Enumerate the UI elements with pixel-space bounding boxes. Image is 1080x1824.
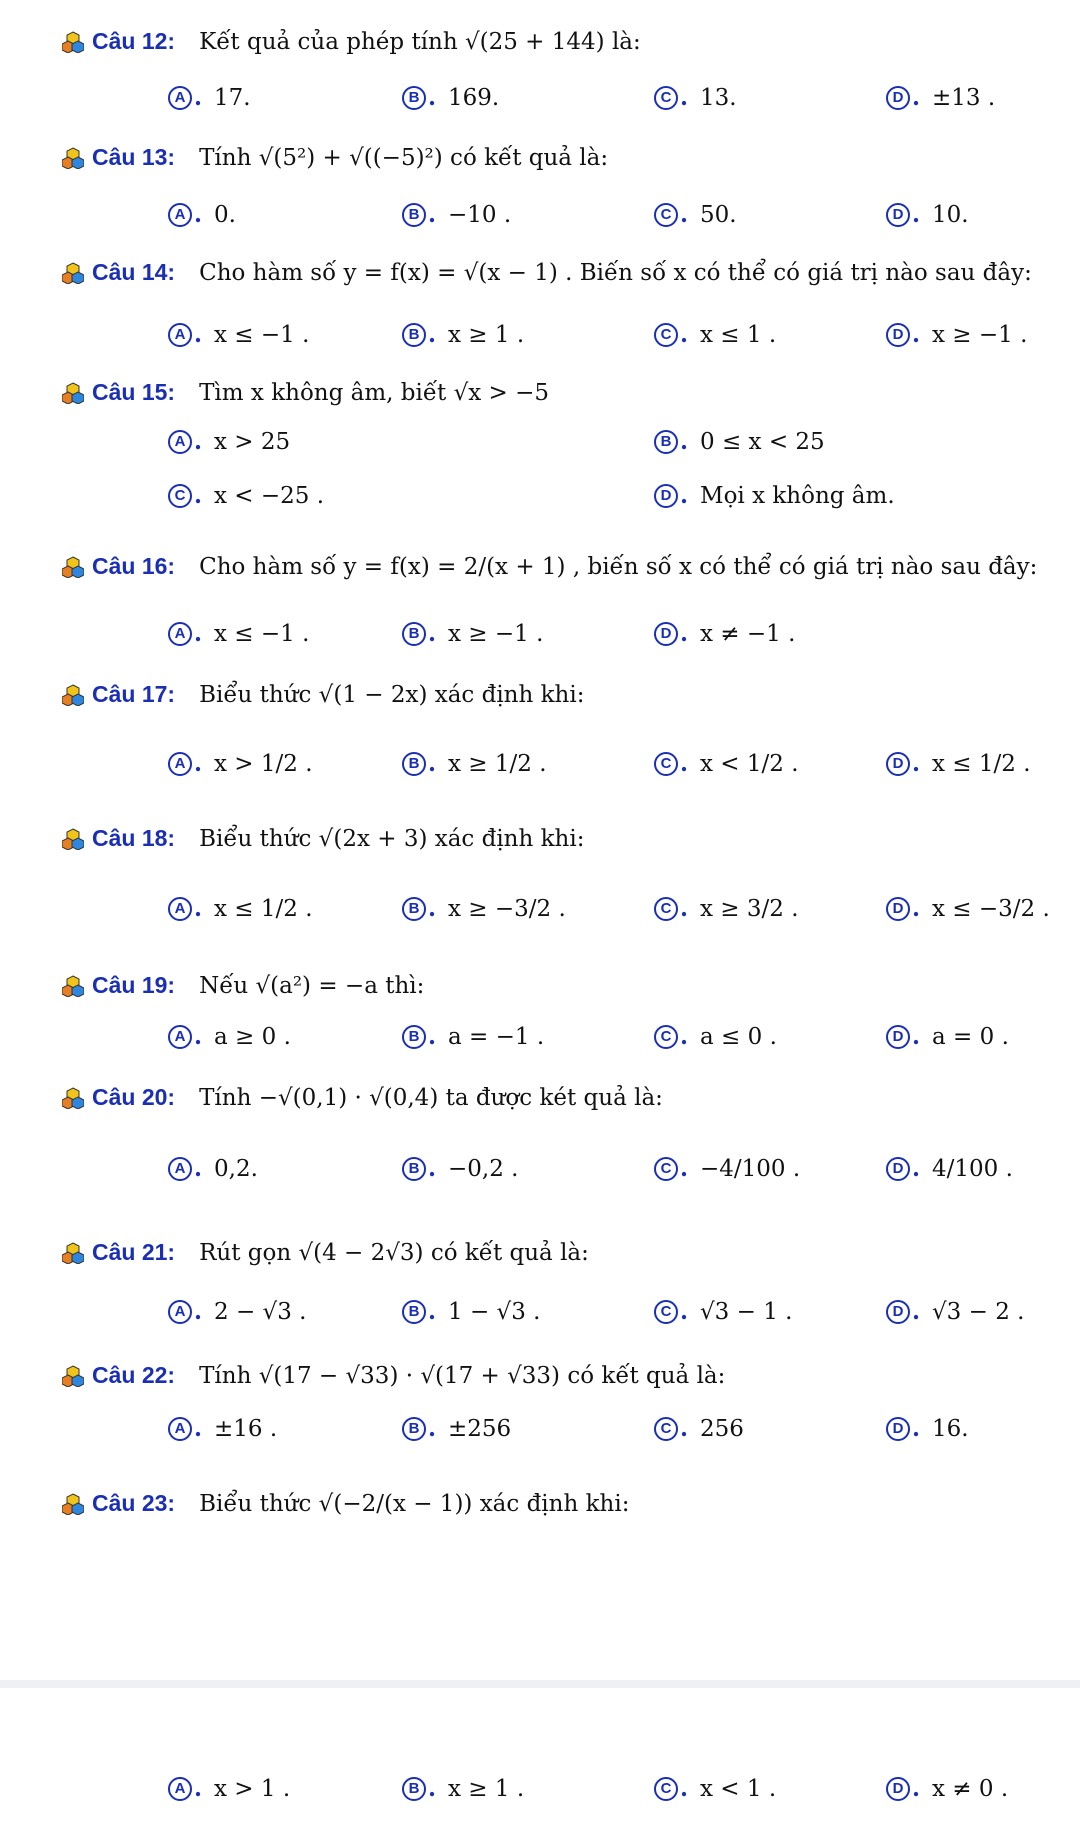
option-letter: C [654,1300,678,1324]
option-letter: C [654,203,678,227]
cubes-icon [62,31,84,53]
question-text: Cho hàm số y = f(x) = √(x − 1) . Biến số x có thể có giá trị nào sau đây: [199,259,1032,286]
option-b[interactable]: B . 1 − √3 . [402,1298,540,1325]
option-a[interactable]: A . ±16 . [168,1415,277,1442]
option-text: 1 − √3 . [448,1298,541,1325]
option-b[interactable]: B . x ≥ 1 . [402,321,524,348]
option-c[interactable]: C . 50. [654,201,737,228]
option-a[interactable]: A . x > 1/2 . [168,750,313,777]
option-c[interactable]: C . x ≥ 3/2 . [654,895,799,922]
option-text: −4/100 . [700,1155,801,1182]
option-letter: C [654,86,678,110]
option-text: x ≤ −1 . [214,321,310,348]
option-letter: A [168,323,192,347]
option-text: x ≤ 1 . [700,321,777,348]
cubes-icon [62,684,84,706]
cubes-icon [62,556,84,578]
option-letter: B [402,203,426,227]
option-c[interactable]: C . √3 − 1 . [654,1298,792,1325]
option-letter: A [168,430,192,454]
option-a[interactable]: A . x ≤ 1/2 . [168,895,313,922]
option-d[interactable]: D . ±13 . [886,84,995,111]
option-b[interactable]: B . x ≥ −3/2 . [402,895,566,922]
option-letter: D [886,1300,910,1324]
option-letter: B [402,1777,426,1801]
option-text: √3 − 1 . [700,1298,793,1325]
option-a[interactable]: A . 0. [168,201,236,228]
option-text: 10. [932,201,969,228]
question-15 [62,379,549,406]
option-letter: A [168,86,192,110]
question-22 [62,1362,725,1389]
option-letter: D [886,323,910,347]
question-label: Câu 17: [92,681,176,707]
option-letter: C [654,897,678,921]
option-letter: B [402,86,426,110]
option-letter: C [168,484,192,508]
option-text: 0,2. [214,1155,258,1182]
question-label: Câu 16: [92,553,176,579]
option-c[interactable]: C . a ≤ 0 . [654,1023,777,1050]
option-text: 4/100 . [932,1155,1013,1182]
option-letter: B [402,897,426,921]
option-text: x ≥ −1 . [448,620,544,647]
option-letter: C [654,1417,678,1441]
option-b[interactable]: B . 0 ≤ x < 25 [654,428,825,455]
cubes-icon [62,828,84,850]
option-text: x ≤ −3/2 . [932,895,1050,922]
option-letter: A [168,1300,192,1324]
cubes-icon [62,382,84,404]
question-text: Cho hàm số y = f(x) = 2/(x + 1) , biến số x có thể có giá trị nào sau đây: [199,553,1038,580]
question-text: Tính √(17 − √33) · √(17 + √33) có kết quả là: [199,1362,726,1389]
option-letter: A [168,622,192,646]
option-a[interactable]: A . 17. [168,84,251,111]
option-letter: B [402,1300,426,1324]
question-label: Câu 14: [92,259,176,285]
question-label: Câu 20: [92,1084,176,1110]
option-letter: A [168,1157,192,1181]
option-letter: B [402,1157,426,1181]
question-label: Câu 22: [92,1362,176,1388]
option-text: −0,2 . [448,1155,519,1182]
option-a[interactable]: A . x ≤ −1 . [168,620,309,647]
option-text: x > 1/2 . [214,750,313,777]
option-text: x ≠ −1 . [700,620,796,647]
page-break-divider [0,1680,1080,1688]
option-a[interactable]: A . 2 − √3 . [168,1298,306,1325]
option-text: −10 . [448,201,512,228]
option-letter: D [886,897,910,921]
option-b[interactable]: B . x ≥ −1 . [402,620,543,647]
cubes-icon [62,1493,84,1515]
cubes-icon [62,1365,84,1387]
option-letter: B [402,752,426,776]
option-letter: D [654,484,678,508]
question-text: Tìm x không âm, biết √x > −5 [199,379,549,406]
option-text: 17. [214,84,251,111]
option-letter: A [168,897,192,921]
question-20 [62,1084,663,1111]
option-letter: B [654,430,678,454]
option-d[interactable]: D . x ≤ 1/2 . [886,750,1031,777]
option-d[interactable]: D . √3 − 2 . [886,1298,1024,1325]
option-a[interactable]: A . x > 1 . [168,1775,290,1802]
option-text: x ≥ 3/2 . [700,895,799,922]
option-c[interactable]: C . 256 [654,1415,744,1442]
option-text: x < 1/2 . [700,750,799,777]
option-text: 50. [700,201,737,228]
option-b[interactable]: B . −0,2 . [402,1155,519,1182]
option-b[interactable]: B . ±256 [402,1415,511,1442]
option-letter: B [402,323,426,347]
option-letter: C [654,1157,678,1181]
question-label: Câu 23: [92,1490,176,1516]
option-d[interactable]: D . a = 0 . [886,1023,1009,1050]
question-label: Câu 12: [92,28,176,54]
option-d[interactable]: D . 16. [886,1415,969,1442]
option-text: x < 1 . [700,1775,777,1802]
option-d[interactable]: D . 4/100 . [886,1155,1013,1182]
option-text: x > 25 [214,428,291,455]
question-text: Kết quả của phép tính √(25 + 144) là: [199,28,641,55]
option-letter: C [654,1025,678,1049]
question-label: Câu 18: [92,825,176,851]
option-letter: D [886,1777,910,1801]
option-text: x ≤ −1 . [214,620,310,647]
question-label: Câu 13: [92,144,176,170]
option-text: a = −1 . [448,1023,545,1050]
question-21 [62,1239,589,1266]
option-text: 16. [932,1415,969,1442]
cubes-icon [62,975,84,997]
option-letter: D [886,86,910,110]
option-d[interactable]: D . x ≥ −1 . [886,321,1027,348]
option-letter: D [886,203,910,227]
question-label: Câu 15: [92,379,176,405]
option-letter: D [654,622,678,646]
option-text: x ≥ −3/2 . [448,895,566,922]
option-a[interactable]: A . x > 25 [168,428,290,455]
option-text: 169. [448,84,500,111]
option-letter: D [886,1417,910,1441]
option-text: ±16 . [214,1415,278,1442]
question-17 [62,681,584,708]
option-letter: D [886,752,910,776]
option-letter: D [886,1157,910,1181]
cubes-icon [62,1242,84,1264]
option-text: a = 0 . [932,1023,1009,1050]
option-letter: B [402,622,426,646]
option-a[interactable]: A . 0,2. [168,1155,258,1182]
option-text: ±13 . [932,84,996,111]
option-letter: C [654,752,678,776]
cubes-icon [62,147,84,169]
option-letter: C [654,323,678,347]
question-13 [62,144,608,171]
question-text: Biểu thức √(1 − 2x) xác định khi: [199,681,585,708]
option-d[interactable]: D . x ≠ 0 . [886,1775,1008,1802]
option-b[interactable]: B . x ≥ 1/2 . [402,750,547,777]
option-text: a ≥ 0 . [214,1023,291,1050]
question-23 [62,1490,629,1517]
option-letter: A [168,1777,192,1801]
option-a[interactable]: A . a ≥ 0 . [168,1023,291,1050]
option-text: x ≤ 1/2 . [932,750,1031,777]
option-text: x ≥ 1 . [448,1775,525,1802]
cubes-icon [62,1087,84,1109]
option-d[interactable]: D . x ≤ −3/2 . [886,895,1050,922]
question-label: Câu 19: [92,972,176,998]
option-c[interactable]: C . 13. [654,84,737,111]
option-text: 13. [700,84,737,111]
option-b[interactable]: B . a = −1 . [402,1023,544,1050]
question-text: Nếu √(a²) = −a thì: [199,972,425,999]
option-c[interactable]: C . x ≤ 1 . [654,321,776,348]
question-text: Biểu thức √(2x + 3) xác định khi: [199,825,585,852]
option-letter: B [402,1417,426,1441]
option-text: x > 1 . [214,1775,291,1802]
option-text: x ≠ 0 . [932,1775,1009,1802]
question-text: Biểu thức √(−2/(x − 1)) xác định khi: [199,1490,630,1517]
question-16 [62,553,1037,580]
question-12 [62,28,641,55]
option-b[interactable]: B . −10 . [402,201,511,228]
question-label: Câu 21: [92,1239,176,1265]
question-text: Tính √(5²) + √((−5)²) có kết quả là: [199,144,609,171]
option-text: √3 − 2 . [932,1298,1025,1325]
cubes-icon [62,262,84,284]
question-14 [62,259,1032,286]
option-text: x ≥ 1/2 . [448,750,547,777]
option-letter: D [886,1025,910,1049]
option-text: 0. [214,201,236,228]
option-text: ±256 [448,1415,512,1442]
option-c[interactable]: C . x < 1 . [654,1775,776,1802]
option-c[interactable]: C . −4/100 . [654,1155,800,1182]
option-text: x ≥ 1 . [448,321,525,348]
option-c[interactable]: C . x < −25 . [168,482,324,509]
option-d[interactable]: D . x ≠ −1 . [654,620,795,647]
option-text: 0 ≤ x < 25 [700,428,825,455]
option-text: x ≤ 1/2 . [214,895,313,922]
option-text: x ≥ −1 . [932,321,1028,348]
question-text: Rút gọn √(4 − 2√3) có kết quả là: [199,1239,589,1266]
option-letter: A [168,203,192,227]
option-a[interactable]: A . x ≤ −1 . [168,321,309,348]
option-b[interactable]: B . 169. [402,84,499,111]
question-18 [62,825,584,852]
option-d[interactable]: D . Mọi x không âm. [654,482,895,509]
option-letter: A [168,752,192,776]
option-text: 2 − √3 . [214,1298,307,1325]
option-text: 256 [700,1415,744,1442]
question-19 [62,972,424,999]
option-letter: C [654,1777,678,1801]
option-letter: B [402,1025,426,1049]
option-text: a ≤ 0 . [700,1023,777,1050]
option-letter: A [168,1025,192,1049]
option-text: Mọi x không âm. [700,482,895,509]
option-text: x < −25 . [214,482,325,509]
option-b[interactable]: B . x ≥ 1 . [402,1775,524,1802]
question-text: Tính −√(0,1) · √(0,4) ta được két quả là: [199,1084,663,1111]
option-c[interactable]: C . x < 1/2 . [654,750,799,777]
option-d[interactable]: D . 10. [886,201,969,228]
option-letter: A [168,1417,192,1441]
